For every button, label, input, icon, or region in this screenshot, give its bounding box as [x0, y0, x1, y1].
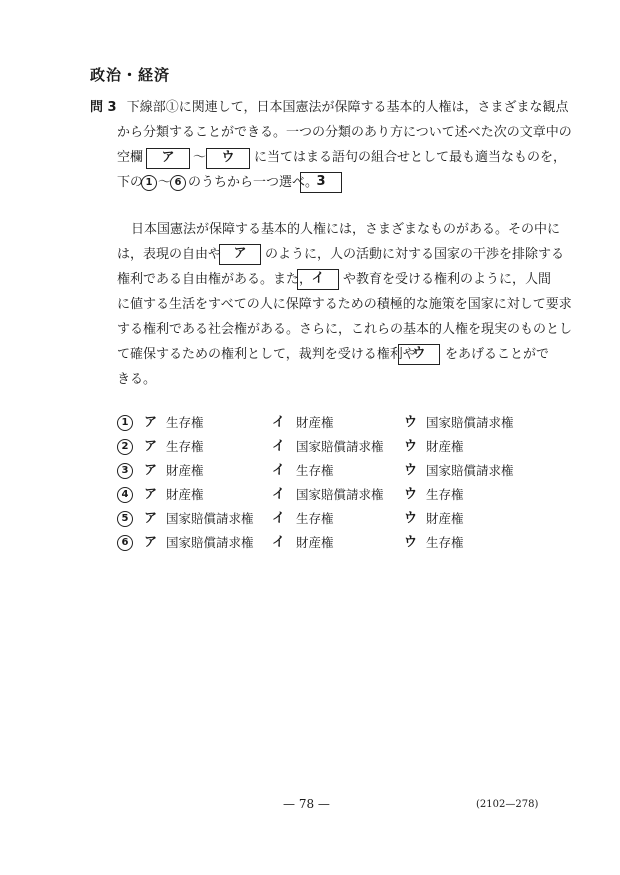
passage-line-6-post: をあげることがで — [445, 347, 550, 362]
option-1-i: 財産権 — [296, 415, 334, 430]
passage-line-2-pre: は，表現の自由や — [117, 247, 222, 262]
question-line-3-post: に当てはまる語句の組合せとして最も適当なものを， — [254, 150, 567, 165]
option-number-5: 5 — [117, 511, 133, 527]
passage-blank-a: ア — [219, 244, 261, 265]
passage-line-4: に値する生活をすべての人に保障するための積極的な施策を国家に対して要求 — [117, 297, 572, 312]
option-6-label-i: イ — [272, 535, 286, 550]
option-6-u: 生存権 — [426, 535, 464, 550]
question-line-4-pre: 下の — [117, 175, 144, 190]
option-4-i: 国家賠償請求権 — [296, 487, 384, 502]
question-line-1 — [90, 98, 568, 118]
option-2-u: 財産権 — [426, 439, 464, 454]
question-line-2: から分類することができる。一つの分類のあり方について述べた次の文章中の — [117, 125, 572, 140]
option-3-i: 生存権 — [296, 463, 334, 478]
option-number-6: 6 — [117, 535, 133, 551]
option-4-label-a: ア — [144, 487, 158, 502]
question-number: 問 3 — [90, 100, 117, 115]
option-2-i: 国家賠償請求権 — [296, 439, 384, 454]
passage-line-3-post: や教育を受ける権利のように，人間 — [343, 272, 552, 287]
option-6-label-a: ア — [144, 535, 158, 550]
option-number-3: 3 — [117, 463, 133, 479]
passage-blank-u: ウ — [398, 344, 440, 365]
option-5-a: 国家賠償請求権 — [166, 511, 254, 526]
question-line-4-post: のうちから一つ選べ。 — [188, 175, 319, 190]
option-number-1: 1 — [117, 415, 133, 431]
option-3-label-a: ア — [144, 463, 158, 478]
option-4-a: 財産権 — [166, 487, 204, 502]
question-text-1: 下線部①に関連して，日本国憲法が保障する基本的人権は，さまざまな観点 — [126, 100, 569, 115]
option-2-label-i: イ — [272, 439, 286, 454]
option-3-label-i: イ — [272, 463, 286, 478]
question-line-3-pre: 空欄 — [117, 150, 144, 165]
option-3-label-u: ウ — [404, 463, 418, 478]
exam-code: (2102—278) — [476, 799, 539, 810]
option-6-i: 財産権 — [296, 535, 334, 550]
blank-u-box: ウ — [206, 148, 250, 169]
passage-line-1: 日本国憲法が保障する基本的人権には，さまざまなものがある。その中に — [131, 222, 561, 237]
option-5-label-a: ア — [144, 511, 158, 526]
answer-box: 3 — [300, 172, 342, 193]
option-5-label-i: イ — [272, 511, 286, 526]
option-4-label-u: ウ — [404, 487, 418, 502]
option-2-label-a: ア — [144, 439, 158, 454]
question-line-3-tilde: 〜 — [193, 150, 207, 165]
option-range-start-marker: 1 — [141, 175, 157, 191]
option-range-end-marker: 6 — [170, 175, 186, 191]
option-number-2: 2 — [117, 439, 133, 455]
option-5-label-u: ウ — [404, 511, 418, 526]
option-6-label-u: ウ — [404, 535, 418, 550]
blank-a-box: ア — [146, 148, 190, 169]
passage-line-5: する権利である社会権がある。さらに，これらの基本的人権を現実のものとし — [117, 322, 573, 337]
option-1-a: 生存権 — [166, 415, 204, 430]
option-1-label-u: ウ — [404, 415, 418, 430]
passage-line-2-post: のように，人の活動に対する国家の干渉を排除する — [265, 247, 565, 262]
question-line-4-tilde: 〜 — [158, 175, 172, 190]
passage-line-7: きる。 — [117, 372, 157, 387]
option-3-u: 国家賠償請求権 — [426, 463, 514, 478]
option-2-label-u: ウ — [404, 439, 418, 454]
passage-line-3-pre: 権利である自由権がある。また， — [117, 272, 313, 287]
option-1-label-a: ア — [144, 415, 158, 430]
option-4-label-i: イ — [272, 487, 286, 502]
passage-blank-i: イ — [297, 269, 339, 290]
option-number-4: 4 — [117, 487, 133, 503]
page-number: — 78 — — [283, 797, 330, 811]
option-2-a: 生存権 — [166, 439, 204, 454]
option-5-u: 財産権 — [426, 511, 464, 526]
option-3-a: 財産権 — [166, 463, 204, 478]
subject-title: 政治・経済 — [90, 66, 171, 84]
option-5-i: 生存権 — [296, 511, 334, 526]
option-1-u: 国家賠償請求権 — [426, 415, 514, 430]
passage-line-6-pre: て確保するための権利として，裁判を受ける権利や — [117, 347, 416, 362]
option-1-label-i: イ — [272, 415, 286, 430]
option-4-u: 生存権 — [426, 487, 464, 502]
option-6-a: 国家賠償請求権 — [166, 535, 254, 550]
